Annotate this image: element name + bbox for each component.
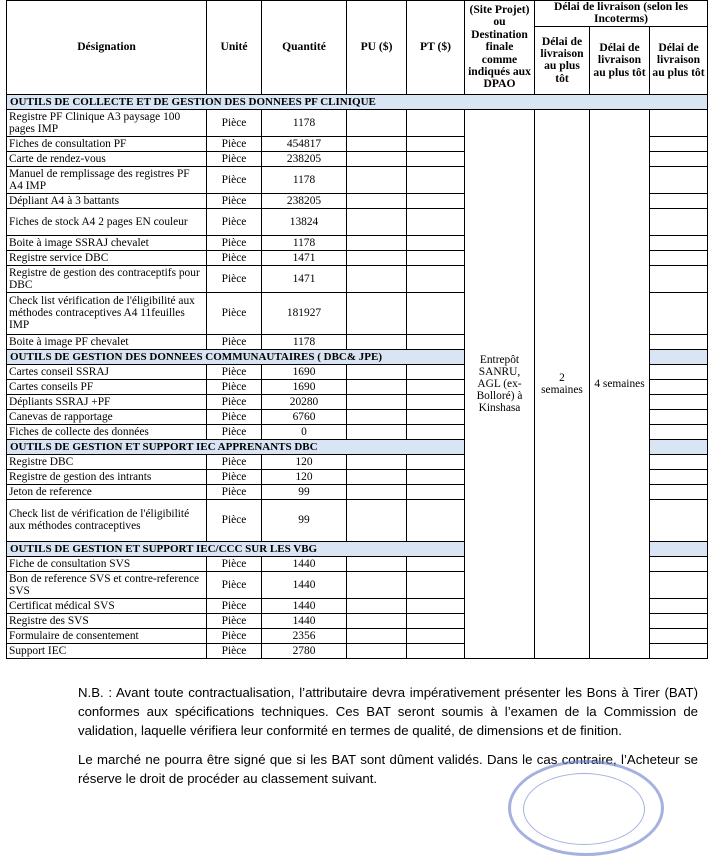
delai3-cell: [650, 409, 708, 424]
total-price-cell: [407, 235, 465, 250]
section-row: [7, 94, 708, 109]
quantity-cell: 181927: [262, 292, 347, 334]
unit-cell: Pièce: [207, 469, 262, 484]
quantity-cell: 1471: [262, 265, 347, 292]
total-price-cell: [407, 265, 465, 292]
delai3-cell: [650, 598, 708, 613]
quantity-cell: 0: [262, 424, 347, 439]
quantity-cell: 20280: [262, 394, 347, 409]
header-delai-sub3: Délai de livraison au plus tôt: [650, 26, 708, 94]
table-body: [7, 94, 708, 658]
total-price-cell: [407, 394, 465, 409]
total-price-cell: [407, 409, 465, 424]
delai3-cell: [650, 136, 708, 151]
unit-cell: Pièce: [207, 643, 262, 658]
designation-cell: Cartes conseil SSRAJ: [7, 364, 207, 379]
total-price-cell: [407, 571, 465, 598]
designation-cell: Fiche de consultation SVS: [7, 556, 207, 571]
delai3-cell: [650, 484, 708, 499]
total-price-cell: [407, 499, 465, 541]
total-price-cell: [407, 628, 465, 643]
designation-cell: Registre de gestion des contraceptifs pour DBC: [7, 265, 207, 292]
unit-price-cell: [347, 109, 407, 136]
quantity-cell: 1178: [262, 235, 347, 250]
total-price-cell: [407, 151, 465, 166]
designation-cell: Dépliants SSRAJ +PF: [7, 394, 207, 409]
delai3-cell: [650, 208, 708, 235]
designation-cell: Boite à image SSRAJ chevalet: [7, 235, 207, 250]
total-price-cell: [407, 484, 465, 499]
total-price-cell: [407, 136, 465, 151]
delai3-cell: [650, 556, 708, 571]
quantity-cell: 99: [262, 484, 347, 499]
total-price-cell: [407, 364, 465, 379]
section-title: OUTILS DE GESTION DES DONNEES COMMUNAUTAIRES ( DBC& JPE): [7, 349, 465, 364]
header-pt: PT ($): [407, 1, 465, 95]
empty-cell: [650, 439, 708, 454]
total-price-cell: [407, 556, 465, 571]
unit-price-cell: [347, 208, 407, 235]
quantity-cell: 1471: [262, 250, 347, 265]
empty-cell: [650, 349, 708, 364]
total-price-cell: [407, 613, 465, 628]
delai3-cell: [650, 166, 708, 193]
header-unite: Unité: [207, 1, 262, 95]
total-price-cell: [407, 379, 465, 394]
unit-price-cell: [347, 628, 407, 643]
unit-price-cell: [347, 250, 407, 265]
unit-cell: Pièce: [207, 250, 262, 265]
unit-cell: Pièce: [207, 265, 262, 292]
quantity-cell: 454817: [262, 136, 347, 151]
unit-cell: Pièce: [207, 598, 262, 613]
quantity-cell: 2780: [262, 643, 347, 658]
delai3-cell: [650, 628, 708, 643]
unit-price-cell: [347, 454, 407, 469]
total-price-cell: [407, 643, 465, 658]
unit-price-cell: [347, 379, 407, 394]
unit-cell: Pièce: [207, 208, 262, 235]
unit-cell: Pièce: [207, 454, 262, 469]
designation-cell: Registre des SVS: [7, 613, 207, 628]
unit-price-cell: [347, 265, 407, 292]
marche-paragraph: Le marché ne pourra être signé que si les BAT sont dûment validés. Dans le cas contraire, l’Acheteur se réserve le droit de procéder au classement suivant.: [78, 752, 698, 786]
stamp-inner-ring: [523, 773, 645, 845]
designation-cell: Bon de reference SVS et contre-reference SVS: [7, 571, 207, 598]
section-title: OUTILS DE GESTION ET SUPPORT IEC APPRENANTS DBC: [7, 439, 465, 454]
unit-price-cell: [347, 499, 407, 541]
header-delai: Délai de livraison (selon les Incoterms): [535, 1, 708, 27]
quantity-cell: 1440: [262, 598, 347, 613]
designation-cell: Certificat médical SVS: [7, 598, 207, 613]
header-quantite: Quantité: [262, 1, 347, 95]
unit-price-cell: [347, 556, 407, 571]
unit-price-cell: [347, 598, 407, 613]
designation-cell: Formulaire de consentement: [7, 628, 207, 643]
delai3-cell: [650, 613, 708, 628]
quantity-cell: 1178: [262, 166, 347, 193]
unit-price-cell: [347, 235, 407, 250]
total-price-cell: [407, 292, 465, 334]
designation-cell: Registre PF Clinique A3 paysage 100 pages IMP: [7, 109, 207, 136]
total-price-cell: [407, 250, 465, 265]
delai3-cell: [650, 292, 708, 334]
quantity-cell: 238205: [262, 151, 347, 166]
bill-of-quantities-table: [6, 0, 708, 659]
total-price-cell: [407, 193, 465, 208]
unit-cell: Pièce: [207, 499, 262, 541]
unit-cell: Pièce: [207, 166, 262, 193]
unit-cell: Pièce: [207, 394, 262, 409]
unit-cell: Pièce: [207, 571, 262, 598]
delai3-cell: [650, 109, 708, 136]
quantity-cell: 1440: [262, 556, 347, 571]
delai3-cell: [650, 424, 708, 439]
unit-cell: Pièce: [207, 556, 262, 571]
header-delai-sub2: Délai de livraison au plus tôt: [590, 26, 650, 94]
unit-price-cell: [347, 643, 407, 658]
total-price-cell: [407, 598, 465, 613]
delai3-cell: [650, 571, 708, 598]
delai3-cell: [650, 265, 708, 292]
unit-cell: Pièce: [207, 484, 262, 499]
section-title: OUTILS DE GESTION ET SUPPORT IEC/CCC SUR LES VBG: [7, 541, 465, 556]
quantity-cell: 120: [262, 454, 347, 469]
unit-cell: Pièce: [207, 379, 262, 394]
delai3-cell: [650, 469, 708, 484]
designation-cell: Fiches de collecte des données: [7, 424, 207, 439]
unit-price-cell: [347, 193, 407, 208]
delai1-merged-cell: 2 semaines: [535, 109, 590, 658]
unit-price-cell: [347, 166, 407, 193]
unit-cell: Pièce: [207, 628, 262, 643]
quantity-cell: 120: [262, 469, 347, 484]
total-price-cell: [407, 454, 465, 469]
delai3-cell: [650, 334, 708, 349]
unit-price-cell: [347, 484, 407, 499]
delai3-cell: [650, 643, 708, 658]
quantity-cell: 13824: [262, 208, 347, 235]
header-pu: PU ($): [347, 1, 407, 95]
unit-cell: Pièce: [207, 193, 262, 208]
total-price-cell: [407, 424, 465, 439]
unit-price-cell: [347, 394, 407, 409]
designation-cell: Fiches de stock A4 2 pages EN couleur: [7, 208, 207, 235]
unit-price-cell: [347, 151, 407, 166]
header-site: (Site Projet) ou Destination finale comme indiqués aux DPAO: [465, 1, 535, 95]
delai3-cell: [650, 499, 708, 541]
unit-price-cell: [347, 613, 407, 628]
designation-cell: Registre de gestion des intrants: [7, 469, 207, 484]
quantity-cell: 1178: [262, 334, 347, 349]
unit-price-cell: [347, 292, 407, 334]
delai3-cell: [650, 394, 708, 409]
delai3-cell: [650, 193, 708, 208]
quantity-cell: 99: [262, 499, 347, 541]
site-merged-cell: Entrepôt SANRU, AGL (ex-Bolloré) à Kinshasa: [465, 109, 535, 658]
unit-price-cell: [347, 424, 407, 439]
designation-cell: Check list vérification de l'éligibilité aux méthodes contraceptives A4 11feuilles IMP: [7, 292, 207, 334]
empty-cell: [650, 541, 708, 556]
unit-price-cell: [347, 409, 407, 424]
quantity-cell: 2356: [262, 628, 347, 643]
delai3-cell: [650, 250, 708, 265]
table-row: [7, 109, 708, 136]
designation-cell: Check list de vérification de l'éligibilité aux méthodes contraceptives: [7, 499, 207, 541]
unit-cell: Pièce: [207, 136, 262, 151]
unit-price-cell: [347, 469, 407, 484]
total-price-cell: [407, 109, 465, 136]
unit-cell: Pièce: [207, 364, 262, 379]
designation-cell: Dépliant A4 à 3 battants: [7, 193, 207, 208]
quantity-cell: 1690: [262, 364, 347, 379]
designation-cell: Registre DBC: [7, 454, 207, 469]
unit-cell: Pièce: [207, 613, 262, 628]
delai3-cell: [650, 379, 708, 394]
delai3-cell: [650, 235, 708, 250]
quantity-cell: 6760: [262, 409, 347, 424]
unit-price-cell: [347, 136, 407, 151]
unit-cell: Pièce: [207, 292, 262, 334]
section-title: OUTILS DE COLLECTE ET DE GESTION DES DONNEES PF CLINIQUE: [7, 94, 708, 109]
delai3-cell: [650, 454, 708, 469]
delai2-merged-cell: 4 semaines: [590, 109, 650, 658]
designation-cell: Fiches de consultation PF: [7, 136, 207, 151]
quantity-cell: 1440: [262, 571, 347, 598]
header-designation: Désignation: [7, 1, 207, 95]
official-stamp: [508, 760, 664, 856]
unit-price-cell: [347, 571, 407, 598]
unit-cell: Pièce: [207, 424, 262, 439]
designation-cell: Support IEC: [7, 643, 207, 658]
unit-price-cell: [347, 334, 407, 349]
unit-price-cell: [347, 364, 407, 379]
total-price-cell: [407, 208, 465, 235]
delai3-cell: [650, 364, 708, 379]
unit-cell: Pièce: [207, 334, 262, 349]
quantity-cell: 1440: [262, 613, 347, 628]
quantity-cell: 238205: [262, 193, 347, 208]
unit-cell: Pièce: [207, 151, 262, 166]
nb-paragraph: N.B. : Avant toute contractualisation, l’attributaire devra impérativement présenter les Bons à Tirer (BAT) conformes aux spécifications techniques. Ces BAT seront soumis à l’examen de la Commission de validation, laquelle vérifiera leur conformité en termes de qualité, de dimensions et de finition.: [78, 685, 698, 738]
unit-cell: Pièce: [207, 235, 262, 250]
total-price-cell: [407, 334, 465, 349]
header-delai-sub1: Délai de livraison au plus tôt: [535, 26, 590, 94]
delai3-cell: [650, 151, 708, 166]
designation-cell: Canevas de rapportage: [7, 409, 207, 424]
unit-cell: Pièce: [207, 409, 262, 424]
designation-cell: Carte de rendez-vous: [7, 151, 207, 166]
unit-cell: Pièce: [207, 109, 262, 136]
designation-cell: Registre service DBC: [7, 250, 207, 265]
designation-cell: Manuel de remplissage des registres PF A4 IMP: [7, 166, 207, 193]
total-price-cell: [407, 166, 465, 193]
total-price-cell: [407, 469, 465, 484]
designation-cell: Boite à image PF chevalet: [7, 334, 207, 349]
quantity-cell: 1690: [262, 379, 347, 394]
designation-cell: Cartes conseils PF: [7, 379, 207, 394]
quantity-cell: 1178: [262, 109, 347, 136]
designation-cell: Jeton de reference: [7, 484, 207, 499]
